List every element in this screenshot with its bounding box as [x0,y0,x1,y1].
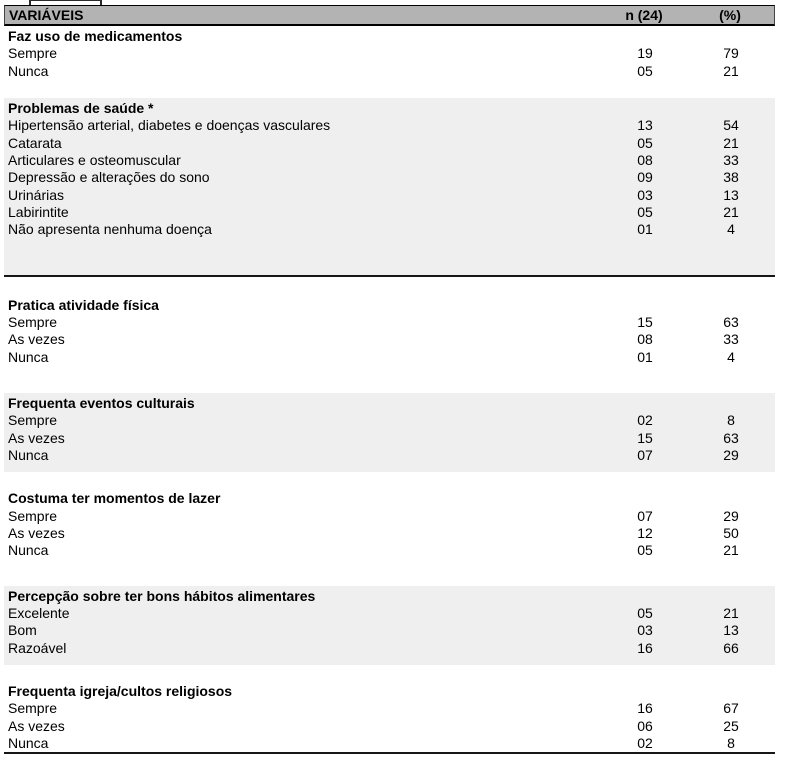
pct-cell-empty [696,297,766,314]
section-title-row [4,683,775,700]
section-title: Frequenta igreja/cultos religiosos [8,682,233,699]
table-section [4,297,775,366]
n-cell-empty [610,588,680,605]
n-value: 05 [637,542,653,559]
pct-value: 8 [727,412,735,429]
table-row [4,700,775,717]
table-row [4,718,775,735]
pct-value: 8 [727,734,735,751]
table-row [4,117,775,134]
section-title-row [4,490,775,507]
pct-cell-empty [696,395,766,412]
section-title: Faz uso de medicamentos [8,28,183,44]
section-title-row [4,395,775,412]
table-row [4,169,775,186]
section-title: Costuma ter momentos de lazer [8,490,221,507]
variable-label: Hipertensão arterial, diabetes e doenças vasculares [8,117,331,134]
pct-value: 29 [723,446,739,463]
pct-value: 21 [723,134,739,151]
variable-label: Nunca [8,734,49,751]
pct-value: 21 [723,542,739,559]
variable-label: Nunca [8,62,49,79]
pct-cell-empty [696,683,766,700]
n-value: 07 [637,446,653,463]
table-section [4,98,775,277]
pct-value: 13 [723,186,739,203]
pct-value: 38 [723,169,739,186]
n-value: 09 [637,169,653,186]
pct-value: 33 [723,151,739,168]
n-value: 05 [637,604,653,621]
pct-cell-empty [696,588,766,605]
section-title: Problemas de saúde * [8,99,154,116]
section-title-row [4,28,775,45]
header-percent: (%) [719,7,741,23]
n-value: 05 [637,62,653,79]
n-value: 03 [637,622,653,639]
table-row [4,314,775,331]
pct-value: 66 [723,639,739,656]
pct-value: 67 [723,700,739,717]
table-row [4,640,775,657]
variable-label: Nunca [8,446,49,463]
variable-label: Articulares e osteomuscular [8,151,181,168]
n-value: 15 [637,313,653,330]
variables-table [4,5,775,754]
pct-value: 21 [723,62,739,79]
n-cell-empty [610,100,680,117]
table-section [4,28,775,80]
table-section [4,393,775,472]
n-cell-empty [610,490,680,507]
n-value: 01 [637,348,653,365]
table-row [4,221,775,238]
n-value: 12 [637,524,653,541]
section-title: Frequenta eventos culturais [8,394,195,411]
remnant-horizontal-line [30,0,102,1]
n-value: 02 [637,734,653,751]
n-value: 02 [637,412,653,429]
n-value: 05 [637,203,653,220]
variable-label: Depressão e alterações do sono [8,169,210,186]
variable-label: Urinárias [8,186,65,203]
table-row [4,622,775,639]
pct-cell-empty [696,28,766,45]
pct-value: 21 [723,604,739,621]
pct-value: 33 [723,331,739,348]
table-row [4,331,775,348]
n-value: 01 [637,221,653,238]
variable-label: Não apresenta nenhuma doença [8,221,212,238]
n-value: 13 [637,117,653,134]
table-row [4,508,775,525]
n-cell-empty [610,395,680,412]
table-row [4,525,775,542]
pct-value: 54 [723,117,739,134]
section-title-row [4,297,775,314]
pct-value: 13 [723,622,739,639]
pct-cell-empty [696,490,766,507]
variable-label: Labirintite [8,203,69,220]
table-header-row [4,5,775,26]
section-title: Percepção sobre ter bons hábitos alimentares [8,587,316,604]
n-value: 15 [637,429,653,446]
pct-value: 29 [723,507,739,524]
n-cell-empty [610,683,680,700]
pct-value: 4 [727,348,735,365]
variable-label: Sempre [8,313,58,330]
variable-label: As vezes [8,331,65,348]
table-row [4,187,775,204]
table-row [4,204,775,221]
variable-label: As vezes [8,429,65,446]
variable-label: As vezes [8,524,65,541]
n-value: 06 [637,717,653,734]
table-row [4,45,775,62]
variable-label: Catarata [8,134,62,151]
pct-value: 63 [723,313,739,330]
table-row [4,735,775,752]
variable-label: Sempre [8,45,58,62]
table-section [4,586,775,665]
pct-value: 4 [727,221,735,238]
variable-label: Excelente [8,604,70,621]
table-section [4,683,775,754]
variable-label: Sempre [8,507,58,524]
n-value: 03 [637,186,653,203]
table-row [4,447,775,464]
pct-value: 25 [723,717,739,734]
table-body [4,28,775,754]
pct-value: 21 [723,203,739,220]
table-row [4,430,775,447]
table-row [4,412,775,429]
pct-value: 63 [723,429,739,446]
n-value: 16 [637,639,653,656]
table-row [4,349,775,366]
section-title-row [4,100,775,117]
table-row [4,542,775,559]
table-row [4,605,775,622]
n-cell-empty [610,28,680,45]
n-value: 08 [637,331,653,348]
variable-label: Sempre [8,700,58,717]
variable-label: Bom [8,622,37,639]
table-row [4,152,775,169]
table-row [4,135,775,152]
n-value: 08 [637,151,653,168]
variable-label: Sempre [8,412,58,429]
section-title: Pratica atividade física [8,296,159,313]
table-row [4,63,775,80]
n-value: 16 [637,700,653,717]
header-variables: VARIÁVEIS [9,7,84,23]
header-n-count: n (24) [625,7,663,23]
variable-label: As vezes [8,717,65,734]
pct-value: 50 [723,524,739,541]
n-value: 07 [637,507,653,524]
pct-value: 79 [723,45,739,62]
variable-label: Nunca [8,348,49,365]
n-cell-empty [610,297,680,314]
variable-label: Razoável [8,639,67,656]
table-section [4,490,775,559]
n-value: 05 [637,134,653,151]
variable-label: Nunca [8,542,49,559]
pct-cell-empty [696,100,766,117]
n-value: 19 [637,45,653,62]
section-title-row [4,588,775,605]
